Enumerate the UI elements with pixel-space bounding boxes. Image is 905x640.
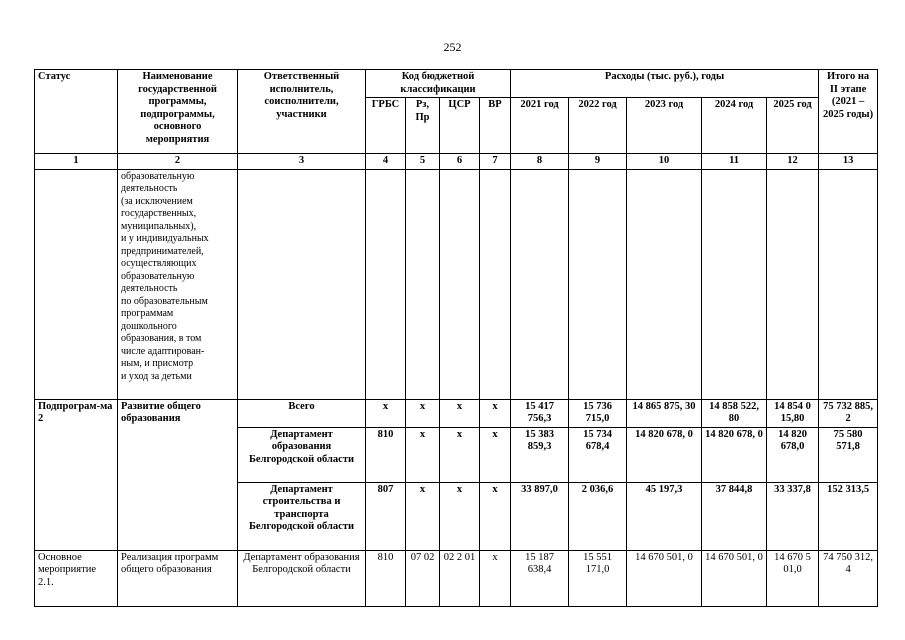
column-number: 13 <box>819 154 878 170</box>
column-number: 11 <box>702 154 767 170</box>
header-rzpr: Рз, Пр <box>406 98 440 154</box>
value-2024: 14 820 678, 0 <box>702 427 767 482</box>
header-status: Статус <box>35 70 118 154</box>
value-total: 75 580 571,8 <box>819 427 878 482</box>
grbs-cell: 810 <box>366 550 406 606</box>
rzpr-cell: 07 02 <box>406 550 440 606</box>
header-2023: 2023 год <box>627 98 702 154</box>
executor-cell: Всего <box>238 399 366 427</box>
grbs-cell: 807 <box>366 482 406 550</box>
header-expenses: Расходы (тыс. руб.), годы <box>511 70 819 98</box>
column-number: 3 <box>238 154 366 170</box>
vr-cell: x <box>480 550 511 606</box>
column-number: 5 <box>406 154 440 170</box>
column-number: 4 <box>366 154 406 170</box>
page-number: 252 <box>443 40 462 54</box>
header-executor: Ответственный исполнитель, соисполнители, участники <box>238 70 366 154</box>
column-number: 7 <box>480 154 511 170</box>
value-2022: 2 036,6 <box>569 482 627 550</box>
empty-cell <box>440 169 480 399</box>
empty-cell <box>627 169 702 399</box>
value-2022: 15 551 171,0 <box>569 550 627 606</box>
budget-table <box>34 69 878 607</box>
value-2024: 14 858 522, 80 <box>702 399 767 427</box>
vr-cell: x <box>480 427 511 482</box>
empty-cell <box>702 169 767 399</box>
vr-cell: x <box>480 482 511 550</box>
column-number: 12 <box>767 154 819 170</box>
value-2021: 15 383 859,3 <box>511 427 569 482</box>
column-number: 1 <box>35 154 118 170</box>
value-2021: 15 417 756,3 <box>511 399 569 427</box>
value-2025: 14 670 5 01,0 <box>767 550 819 606</box>
value-2023: 45 197,3 <box>627 482 702 550</box>
header-total: Итого на II этапе (2021 – 2025 годы) <box>819 70 878 154</box>
value-2024: 14 670 501, 0 <box>702 550 767 606</box>
value-2022: 15 734 678,4 <box>569 427 627 482</box>
empty-cell <box>366 169 406 399</box>
empty-cell <box>480 169 511 399</box>
empty-cell <box>238 169 366 399</box>
value-2022: 15 736 715,0 <box>569 399 627 427</box>
value-2025: 14 854 0 15,80 <box>767 399 819 427</box>
value-2023: 14 820 678, 0 <box>627 427 702 482</box>
vr-cell: x <box>480 399 511 427</box>
rzpr-cell: x <box>406 427 440 482</box>
header-budget-code: Код бюджетной классификации <box>366 70 511 98</box>
subprogram-name: Развитие общего образования <box>118 399 238 550</box>
main-event-row <box>35 550 878 606</box>
csr-cell: x <box>440 482 480 550</box>
rzpr-cell: x <box>406 482 440 550</box>
column-number: 6 <box>440 154 480 170</box>
empty-cell <box>511 169 569 399</box>
continuation-row <box>35 169 878 399</box>
executor-cell: Департамент образования Белгородской области <box>238 427 366 482</box>
column-number: 9 <box>569 154 627 170</box>
header-2022: 2022 год <box>569 98 627 154</box>
main-event-name: Реализация программ общего образования <box>118 550 238 606</box>
column-number: 10 <box>627 154 702 170</box>
header-2025: 2025 год <box>767 98 819 154</box>
header-name: Наименование государственной программы, подпрограммы, основного мероприятия <box>118 70 238 154</box>
grbs-cell: x <box>366 399 406 427</box>
empty-cell <box>767 169 819 399</box>
column-number: 8 <box>511 154 569 170</box>
executor-cell: Департамент образования Белгородской области <box>238 550 366 606</box>
header-vr: ВР <box>480 98 511 154</box>
value-2021: 15 187 638,4 <box>511 550 569 606</box>
value-2025: 14 820 678,0 <box>767 427 819 482</box>
rzpr-cell: x <box>406 399 440 427</box>
grbs-cell: 810 <box>366 427 406 482</box>
value-2023: 14 865 875, 30 <box>627 399 702 427</box>
value-2025: 33 337,8 <box>767 482 819 550</box>
header-2021: 2021 год <box>511 98 569 154</box>
value-total: 74 750 312, 4 <box>819 550 878 606</box>
executor-cell: Департамент строительства и транспорта Белгородской области <box>238 482 366 550</box>
value-total: 152 313,5 <box>819 482 878 550</box>
continuation-text: образовательную деятельность (за исключением государственных, муниципальных), и у индивидуальных предпринимателей, осуществляющих образовательную деятельность по образовательным программам дошкольного образования, в том числе адаптирован- ным, и присмотр и уход за детьми <box>118 169 238 399</box>
column-number: 2 <box>118 154 238 170</box>
empty-cell <box>569 169 627 399</box>
csr-cell: 02 2 01 <box>440 550 480 606</box>
header-row-1 <box>35 70 878 98</box>
value-total: 75 732 885, 2 <box>819 399 878 427</box>
header-2024: 2024 год <box>702 98 767 154</box>
header-csr: ЦСР <box>440 98 480 154</box>
empty-cell <box>406 169 440 399</box>
empty-cell <box>819 169 878 399</box>
main-event-status: Основное мероприятие 2.1. <box>35 550 118 606</box>
value-2024: 37 844,8 <box>702 482 767 550</box>
value-2021: 33 897,0 <box>511 482 569 550</box>
subprogram-status: Подпрограм-ма 2 <box>35 399 118 550</box>
value-2023: 14 670 501, 0 <box>627 550 702 606</box>
header-grbs: ГРБС <box>366 98 406 154</box>
column-numbers-row <box>35 154 878 170</box>
empty-cell <box>35 169 118 399</box>
csr-cell: x <box>440 399 480 427</box>
subprogram-row-total <box>35 399 878 427</box>
csr-cell: x <box>440 427 480 482</box>
